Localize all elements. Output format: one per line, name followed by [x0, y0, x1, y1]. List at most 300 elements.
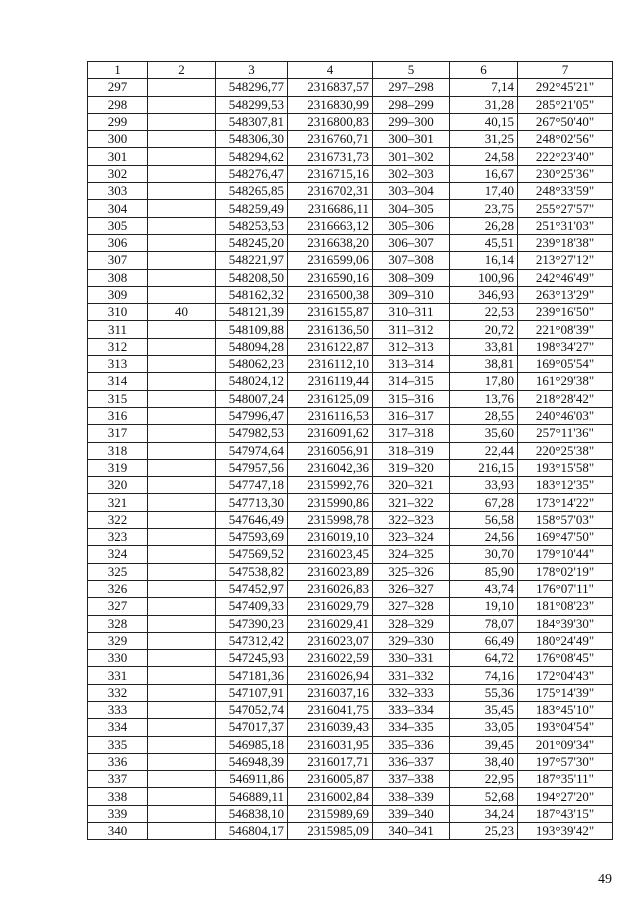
table-cell: 547646,49 — [216, 511, 288, 528]
column-header: 1 — [88, 62, 148, 79]
table-cell: 298–299 — [373, 96, 450, 113]
table-cell: 321 — [88, 494, 148, 511]
table-cell — [148, 701, 216, 718]
table-cell — [148, 684, 216, 701]
table-cell: 100,96 — [450, 269, 518, 286]
table-cell: 548259,49 — [216, 200, 288, 217]
table-cell: 303–304 — [373, 183, 450, 200]
table-cell: 322–323 — [373, 511, 450, 528]
table-cell: 2316005,87 — [288, 771, 373, 788]
table-cell: 547974,64 — [216, 442, 288, 459]
table-row — [88, 598, 613, 615]
table-cell: 85,90 — [450, 563, 518, 580]
table-cell: 299–300 — [373, 113, 450, 130]
table-cell: 35,45 — [450, 701, 518, 718]
table-cell: 239°18'38" — [518, 234, 613, 251]
table-cell: 239°16'50" — [518, 304, 613, 321]
table-cell: 178°02'19" — [518, 563, 613, 580]
table-row — [88, 494, 613, 511]
table-cell: 547107,91 — [216, 684, 288, 701]
table-row — [88, 79, 613, 96]
table-cell: 547747,18 — [216, 477, 288, 494]
table-cell: 311–312 — [373, 321, 450, 338]
table-cell: 2316638,20 — [288, 234, 373, 251]
table-cell: 56,58 — [450, 511, 518, 528]
table-cell: 2316056,91 — [288, 442, 373, 459]
table-cell: 303 — [88, 183, 148, 200]
table-cell: 23,75 — [450, 200, 518, 217]
table-cell: 547312,42 — [216, 632, 288, 649]
table-cell: 339–340 — [373, 805, 450, 822]
table-row — [88, 529, 613, 546]
table-cell: 30,70 — [450, 546, 518, 563]
table-cell: 263°13'29" — [518, 286, 613, 303]
table-cell: 332 — [88, 684, 148, 701]
table-cell: 2316500,38 — [288, 286, 373, 303]
table-cell: 183°12'35" — [518, 477, 613, 494]
table-cell: 2316019,10 — [288, 529, 373, 546]
table-cell: 183°45'10" — [518, 701, 613, 718]
table-cell — [148, 79, 216, 96]
table-cell: 547996,47 — [216, 407, 288, 424]
table-cell: 318 — [88, 442, 148, 459]
table-cell: 312 — [88, 338, 148, 355]
table-cell — [148, 200, 216, 217]
table-cell: 336 — [88, 753, 148, 770]
coordinates-table — [87, 61, 613, 840]
table-cell: 301–302 — [373, 148, 450, 165]
table-cell: 324 — [88, 546, 148, 563]
table-cell: 300–301 — [373, 131, 450, 148]
table-cell: 40,15 — [450, 113, 518, 130]
table-cell: 339 — [88, 805, 148, 822]
table-cell: 255°27'57" — [518, 200, 613, 217]
table-row — [88, 148, 613, 165]
table-cell: 311 — [88, 321, 148, 338]
table-cell: 307–308 — [373, 252, 450, 269]
table-cell: 547538,82 — [216, 563, 288, 580]
table-cell: 314 — [88, 373, 148, 390]
table-cell: 315–316 — [373, 390, 450, 407]
table-cell: 546948,39 — [216, 753, 288, 770]
table-cell: 2316029,79 — [288, 598, 373, 615]
table-row — [88, 200, 613, 217]
table-cell: 547713,30 — [216, 494, 288, 511]
table-row — [88, 373, 613, 390]
table-cell: 546911,86 — [216, 771, 288, 788]
table-row — [88, 771, 613, 788]
table-cell: 327 — [88, 598, 148, 615]
table-cell: 318–319 — [373, 442, 450, 459]
table-row — [88, 667, 613, 684]
table-cell: 302 — [88, 165, 148, 182]
table-row — [88, 338, 613, 355]
table-cell: 335–336 — [373, 736, 450, 753]
table-cell: 78,07 — [450, 615, 518, 632]
table-cell: 336–337 — [373, 753, 450, 770]
table-cell: 2316715,16 — [288, 165, 373, 182]
table-cell: 2315998,78 — [288, 511, 373, 528]
table-cell: 17,40 — [450, 183, 518, 200]
table-cell: 285°21'05" — [518, 96, 613, 113]
table-cell: 547452,97 — [216, 580, 288, 597]
table-cell: 315 — [88, 390, 148, 407]
table-cell: 546804,17 — [216, 823, 288, 840]
table-row — [88, 234, 613, 251]
table-cell: 25,23 — [450, 823, 518, 840]
table-row — [88, 113, 613, 130]
table-cell — [148, 252, 216, 269]
page-number: 49 — [598, 872, 612, 887]
table-cell: 2316031,95 — [288, 736, 373, 753]
column-header: 2 — [148, 62, 216, 79]
table-row — [88, 701, 613, 718]
table-cell — [148, 148, 216, 165]
table-row — [88, 546, 613, 563]
table-cell: 16,14 — [450, 252, 518, 269]
table-cell — [148, 165, 216, 182]
table-cell — [148, 442, 216, 459]
table-cell: 2316155,87 — [288, 304, 373, 321]
table-cell: 548007,24 — [216, 390, 288, 407]
column-header: 6 — [450, 62, 518, 79]
table-cell: 2316022,59 — [288, 650, 373, 667]
table-cell: 323–324 — [373, 529, 450, 546]
table-row — [88, 477, 613, 494]
table-cell: 2316116,53 — [288, 407, 373, 424]
table-cell: 242°46'49" — [518, 269, 613, 286]
table-cell: 180°24'49" — [518, 632, 613, 649]
table-cell: 302–303 — [373, 165, 450, 182]
table-cell: 64,72 — [450, 650, 518, 667]
table-body — [88, 62, 613, 840]
table-cell: 301 — [88, 148, 148, 165]
table-cell: 326–327 — [373, 580, 450, 597]
table-cell: 35,60 — [450, 425, 518, 442]
table-cell: 324–325 — [373, 546, 450, 563]
table-cell — [148, 373, 216, 390]
table-cell — [148, 494, 216, 511]
table-cell: 39,45 — [450, 736, 518, 753]
table-cell: 547982,53 — [216, 425, 288, 442]
column-header: 7 — [518, 62, 613, 79]
table-cell: 161°29'38" — [518, 373, 613, 390]
table-cell: 334 — [88, 719, 148, 736]
table-cell: 218°28'42" — [518, 390, 613, 407]
table-cell: 299 — [88, 113, 148, 130]
table-cell: 2316023,45 — [288, 546, 373, 563]
table-cell: 346,93 — [450, 286, 518, 303]
table-cell: 305–306 — [373, 217, 450, 234]
table-cell: 193°39'42" — [518, 823, 613, 840]
table-cell: 328–329 — [373, 615, 450, 632]
table-cell — [148, 771, 216, 788]
table-row — [88, 286, 613, 303]
table-cell: 198°34'27" — [518, 338, 613, 355]
table-cell: 548208,50 — [216, 269, 288, 286]
table-cell: 316 — [88, 407, 148, 424]
table-cell: 2316026,83 — [288, 580, 373, 597]
table-cell — [148, 425, 216, 442]
table-cell — [148, 788, 216, 805]
table-cell: 2316837,57 — [288, 79, 373, 96]
table-cell: 548221,97 — [216, 252, 288, 269]
table-cell: 548121,39 — [216, 304, 288, 321]
table-row — [88, 356, 613, 373]
table-cell: 2316037,16 — [288, 684, 373, 701]
table-cell: 292°45'21" — [518, 79, 613, 96]
table-cell: 325 — [88, 563, 148, 580]
table-cell: 548306,30 — [216, 131, 288, 148]
table-cell: 310–311 — [373, 304, 450, 321]
table-cell: 222°23'40" — [518, 148, 613, 165]
table-cell: 314–315 — [373, 373, 450, 390]
table-cell: 2316122,87 — [288, 338, 373, 355]
table-cell: 2316663,12 — [288, 217, 373, 234]
table-cell — [148, 580, 216, 597]
column-header: 3 — [216, 62, 288, 79]
table-cell: 33,93 — [450, 477, 518, 494]
table-cell: 187°35'11" — [518, 771, 613, 788]
table-cell: 33,05 — [450, 719, 518, 736]
table-cell — [148, 217, 216, 234]
table-cell: 22,53 — [450, 304, 518, 321]
table-cell — [148, 234, 216, 251]
table-cell — [148, 286, 216, 303]
table-cell — [148, 667, 216, 684]
table-row — [88, 304, 613, 321]
table-cell: 158°57'03" — [518, 511, 613, 528]
table-cell — [148, 131, 216, 148]
table-cell: 298 — [88, 96, 148, 113]
table-cell: 2316702,31 — [288, 183, 373, 200]
table-cell: 547181,36 — [216, 667, 288, 684]
table-row — [88, 269, 613, 286]
table-cell: 548162,32 — [216, 286, 288, 303]
table-row — [88, 650, 613, 667]
table-row — [88, 615, 613, 632]
table-cell: 310 — [88, 304, 148, 321]
table-cell — [148, 805, 216, 822]
table-cell: 333–334 — [373, 701, 450, 718]
table-row — [88, 580, 613, 597]
table-cell: 297 — [88, 79, 148, 96]
table-cell: 323 — [88, 529, 148, 546]
table-cell: 320–321 — [373, 477, 450, 494]
table-cell: 326 — [88, 580, 148, 597]
table-row — [88, 511, 613, 528]
table-cell: 213°27'12" — [518, 252, 613, 269]
table-cell: 312–313 — [373, 338, 450, 355]
table-cell: 547245,93 — [216, 650, 288, 667]
table-cell: 184°39'30" — [518, 615, 613, 632]
table-cell: 19,10 — [450, 598, 518, 615]
table-cell: 52,68 — [450, 788, 518, 805]
table-cell: 337 — [88, 771, 148, 788]
table-cell: 328 — [88, 615, 148, 632]
table-row — [88, 321, 613, 338]
table-cell: 334–335 — [373, 719, 450, 736]
table-cell: 16,67 — [450, 165, 518, 182]
table-cell: 24,58 — [450, 148, 518, 165]
table-cell: 308 — [88, 269, 148, 286]
table-row — [88, 252, 613, 269]
table-cell: 2316029,41 — [288, 615, 373, 632]
table-cell: 197°57'30" — [518, 753, 613, 770]
table-cell: 307 — [88, 252, 148, 269]
table-cell: 2315990,86 — [288, 494, 373, 511]
table-cell: 548276,47 — [216, 165, 288, 182]
table-cell — [148, 269, 216, 286]
table-cell: 313 — [88, 356, 148, 373]
table-cell: 7,14 — [450, 79, 518, 96]
table-cell: 2316002,84 — [288, 788, 373, 805]
table-cell: 13,76 — [450, 390, 518, 407]
table-row — [88, 563, 613, 580]
table-cell: 2316119,44 — [288, 373, 373, 390]
table-cell: 193°15'58" — [518, 459, 613, 476]
table-cell — [148, 753, 216, 770]
table-cell: 230°25'36" — [518, 165, 613, 182]
table-cell: 308–309 — [373, 269, 450, 286]
table-cell: 24,56 — [450, 529, 518, 546]
table-cell — [148, 356, 216, 373]
table-cell — [148, 390, 216, 407]
table-row — [88, 96, 613, 113]
table-cell: 547017,37 — [216, 719, 288, 736]
table-cell: 2316830,99 — [288, 96, 373, 113]
table-cell: 176°08'45" — [518, 650, 613, 667]
table-cell: 179°10'44" — [518, 546, 613, 563]
table-cell: 20,72 — [450, 321, 518, 338]
table-cell: 169°05'54" — [518, 356, 613, 373]
table-cell: 548062,23 — [216, 356, 288, 373]
table-cell: 305 — [88, 217, 148, 234]
table-cell: 40 — [148, 304, 216, 321]
table-cell: 548253,53 — [216, 217, 288, 234]
table-cell — [148, 338, 216, 355]
table-cell: 67,28 — [450, 494, 518, 511]
table-cell: 201°09'34" — [518, 736, 613, 753]
table-cell: 2316590,16 — [288, 269, 373, 286]
table-cell: 2316026,94 — [288, 667, 373, 684]
table-cell — [148, 183, 216, 200]
table-cell: 321–322 — [373, 494, 450, 511]
table-cell: 309 — [88, 286, 148, 303]
table-cell: 546889,11 — [216, 788, 288, 805]
table-cell — [148, 563, 216, 580]
table-cell — [148, 96, 216, 113]
table-cell: 309–310 — [373, 286, 450, 303]
table-cell: 55,36 — [450, 684, 518, 701]
table-cell: 240°46'03" — [518, 407, 613, 424]
table-row — [88, 442, 613, 459]
table-cell: 548296,77 — [216, 79, 288, 96]
table-cell — [148, 529, 216, 546]
table-cell: 2316041,75 — [288, 701, 373, 718]
column-header: 5 — [373, 62, 450, 79]
table-cell: 337–338 — [373, 771, 450, 788]
table-cell: 548265,85 — [216, 183, 288, 200]
table-cell: 169°47'50" — [518, 529, 613, 546]
table-cell: 248°02'56" — [518, 131, 613, 148]
table-cell: 338 — [88, 788, 148, 805]
table-cell: 547593,69 — [216, 529, 288, 546]
table-cell: 304–305 — [373, 200, 450, 217]
table-cell: 33,81 — [450, 338, 518, 355]
table-row — [88, 632, 613, 649]
table-cell: 2316091,62 — [288, 425, 373, 442]
table-cell: 317–318 — [373, 425, 450, 442]
table-cell: 548294,62 — [216, 148, 288, 165]
table-cell: 31,25 — [450, 131, 518, 148]
table-cell: 297–298 — [373, 79, 450, 96]
table-cell: 548299,53 — [216, 96, 288, 113]
header-row — [88, 62, 613, 79]
table-cell: 546838,10 — [216, 805, 288, 822]
table-row — [88, 183, 613, 200]
table-cell: 333 — [88, 701, 148, 718]
table-cell: 2316023,89 — [288, 563, 373, 580]
table-row — [88, 684, 613, 701]
table-cell: 45,51 — [450, 234, 518, 251]
table-cell — [148, 632, 216, 649]
table-cell — [148, 650, 216, 667]
table-cell: 547409,33 — [216, 598, 288, 615]
table-cell: 547957,56 — [216, 459, 288, 476]
table-cell: 257°11'36" — [518, 425, 613, 442]
table-cell: 216,15 — [450, 459, 518, 476]
table-row — [88, 390, 613, 407]
table-cell: 176°07'11" — [518, 580, 613, 597]
table-cell: 548109,88 — [216, 321, 288, 338]
table-cell: 28,55 — [450, 407, 518, 424]
table-cell: 329–330 — [373, 632, 450, 649]
table-cell: 338–339 — [373, 788, 450, 805]
table-cell: 221°08'39" — [518, 321, 613, 338]
table-cell: 2316042,36 — [288, 459, 373, 476]
table-cell — [148, 113, 216, 130]
table-cell: 74,16 — [450, 667, 518, 684]
table-cell: 172°04'43" — [518, 667, 613, 684]
table-cell: 251°31'03" — [518, 217, 613, 234]
table-cell — [148, 736, 216, 753]
table-row — [88, 407, 613, 424]
table-row — [88, 788, 613, 805]
table-cell: 38,81 — [450, 356, 518, 373]
table-cell: 2316017,71 — [288, 753, 373, 770]
table-cell — [148, 321, 216, 338]
table-cell: 2316136,50 — [288, 321, 373, 338]
table-cell — [148, 615, 216, 632]
table-cell: 22,95 — [450, 771, 518, 788]
table-cell: 547569,52 — [216, 546, 288, 563]
table-cell: 319–320 — [373, 459, 450, 476]
table-cell: 313–314 — [373, 356, 450, 373]
table-cell: 330 — [88, 650, 148, 667]
table-cell: 2316686,11 — [288, 200, 373, 217]
table-cell: 34,24 — [450, 805, 518, 822]
table-cell — [148, 407, 216, 424]
table-row — [88, 131, 613, 148]
table-cell: 319 — [88, 459, 148, 476]
table-cell: 547390,23 — [216, 615, 288, 632]
table-cell: 2316800,83 — [288, 113, 373, 130]
table-cell: 2316731,73 — [288, 148, 373, 165]
table-cell: 335 — [88, 736, 148, 753]
table-cell: 548307,81 — [216, 113, 288, 130]
table-cell: 316–317 — [373, 407, 450, 424]
